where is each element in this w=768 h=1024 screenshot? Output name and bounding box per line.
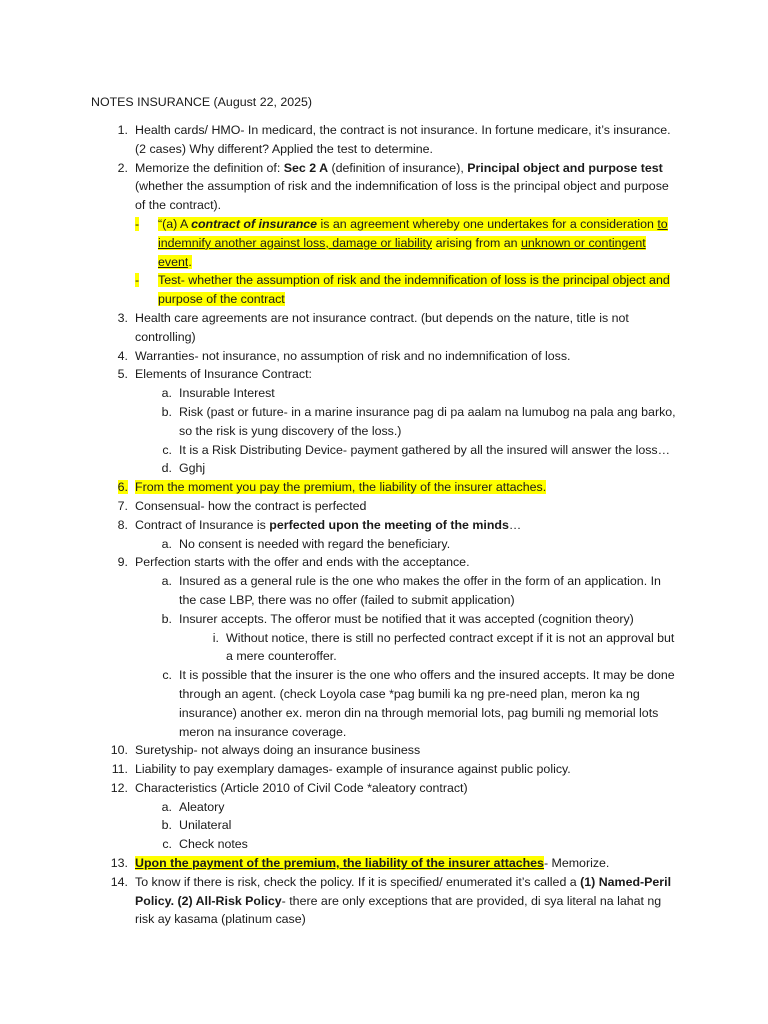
item-number: 6. <box>117 480 128 495</box>
list-item-6 <box>91 478 681 497</box>
item-letter: b. <box>161 404 172 419</box>
highlighted-run: Test- whether the assumption of risk and the indemnification of loss is the principal object and purpose of the contract <box>158 273 670 307</box>
highlighted-run: . <box>188 254 192 269</box>
list-item-10 <box>91 741 681 760</box>
dash-item-test <box>91 271 681 309</box>
highlighted-run: arising from an <box>432 235 521 250</box>
bold-run: Principal object and purpose test <box>467 160 663 175</box>
highlighted-underlined-run: unknown or contingent event <box>158 235 646 269</box>
sub-item-8a <box>91 535 681 554</box>
item-text: Gghj <box>179 461 206 476</box>
sub-item-5a <box>91 384 681 403</box>
list-item-5 <box>91 365 681 384</box>
item-text: Without notice, there is still no perfected contract except if it is not an approval but a mere counteroffer. <box>226 630 675 664</box>
item-text <box>158 271 680 309</box>
text-run: Contract of Insurance is <box>135 517 270 532</box>
sub-item-5c <box>91 441 681 460</box>
item-number: 10. <box>110 743 128 758</box>
bold-run: perfected upon the meeting of the minds <box>269 517 509 532</box>
item-letter: c. <box>162 837 172 852</box>
item-text: Health cards/ HMO- In medicard, the contract is not insurance. In fortune medicare, it’s insurance. (2 cases) Why different? Applied the test to determine. <box>135 123 671 156</box>
bold-run: (1) Named-Peril Policy. (2) All-Risk Policy <box>135 874 672 908</box>
item-text: Check notes <box>179 837 248 852</box>
text-run: - there are only exceptions that are provided, di sya literal na lahat ng risk ay kasama (platinum case) <box>135 893 662 927</box>
item-text: It is a Risk Distributing Device- payment gathered by all the insured will answer the loss… <box>179 442 671 457</box>
item-number: 3. <box>117 310 128 325</box>
item-text <box>135 873 681 929</box>
item-text: Unilateral <box>179 818 232 833</box>
item-text: No consent is needed with regard the beneficiary. <box>179 536 451 551</box>
item-text: Aleatory <box>179 799 225 814</box>
notes-list <box>91 121 681 929</box>
page-title: NOTES INSURANCE (August 22, 2025) <box>91 95 313 109</box>
item-text: Consensual- how the contract is perfected <box>135 498 367 513</box>
text-run: Memorize the definition of: <box>135 160 284 175</box>
sub-item-12a <box>91 798 681 817</box>
item-text: Elements of Insurance Contract: <box>135 367 312 382</box>
item-text: Suretyship- not always doing an insurance business <box>135 743 421 758</box>
item-letter: b. <box>161 611 172 626</box>
sub-item-9a <box>91 572 681 610</box>
highlighted-run: “(a) A <box>158 216 192 231</box>
item-number: 13. <box>110 856 128 871</box>
list-item-12 <box>91 779 681 798</box>
item-number: 4. <box>117 348 128 363</box>
sub-item-9c <box>91 666 681 741</box>
item-number: 11. <box>111 762 128 777</box>
item-letter: a. <box>161 386 172 401</box>
sub-sub-item-9bi <box>91 629 681 667</box>
item-text <box>135 478 681 497</box>
item-number: 9. <box>117 555 128 570</box>
sub-item-5b <box>91 403 681 441</box>
bold-run: Sec 2 A <box>283 160 329 175</box>
list-item-7 <box>91 497 681 516</box>
highlighted-run: is an agreement whereby one undertakes for a consideration <box>317 216 658 231</box>
item-text: Perfection starts with the offer and ends with the acceptance. <box>135 555 470 570</box>
item-text <box>135 854 681 873</box>
dash-item-definition <box>91 215 681 271</box>
list-item-8 <box>91 516 681 535</box>
text-run: To know if there is risk, check the policy. If it is specified/ enumerated it’s called a <box>135 874 581 889</box>
item-letter: b. <box>161 818 172 833</box>
item-letter: a. <box>161 536 172 551</box>
item-text <box>135 516 681 535</box>
item-roman: i. <box>212 630 219 645</box>
list-item-3 <box>91 309 681 347</box>
item-text: Risk (past or future- in a marine insurance pag di pa aalam na lumubog na pala ang barko, so the risk is yung discovery of the loss.) <box>179 404 676 438</box>
sub-item-5d <box>91 459 681 478</box>
item-number: 1. <box>117 123 128 137</box>
item-text: Insured as a general rule is the one who makes the offer in the form of an application. In the case LBP, there was no offer (failed to submit application) <box>179 574 661 607</box>
item-text: Warranties- not insurance, no assumption of risk and no indemnification of loss. <box>135 348 571 363</box>
item-letter: a. <box>161 574 172 589</box>
item-number: 12. <box>110 780 128 795</box>
list-item-13 <box>91 854 681 873</box>
dash-marker: - <box>135 216 140 231</box>
sub-item-12c <box>91 835 681 854</box>
item-letter: d. <box>161 461 172 476</box>
dash-marker: - <box>135 273 140 288</box>
list-item-14 <box>91 873 681 929</box>
text-run: - Memorize. <box>543 856 610 871</box>
text-run: (definition of insurance), <box>328 160 468 175</box>
highlighted-bold-underlined-run: Upon the payment of the premium, the liability of the insurer attaches <box>135 856 544 871</box>
sub-item-12b <box>91 816 681 835</box>
item-text <box>158 215 680 271</box>
highlighted-bold-italic-run: contract of insurance <box>191 216 318 231</box>
item-text: It is possible that the insurer is the one who offers and the insured accepts. It may be done through an agent. (check Loyola case *pag bumili ka ng pre-need plan, meron ka ng insurance) another ex. meron din na through memorial lots, pag bumili ng memorial lots meron na insurance coverage. <box>179 668 675 739</box>
item-letter: a. <box>161 799 172 814</box>
item-text: Insurer accepts. The offeror must be notified that it was accepted (cognition theory) <box>179 611 634 626</box>
item-number: 14. <box>110 874 128 889</box>
item-letter: c. <box>162 668 172 683</box>
item-text: Characteristics (Article 2010 of Civil Code *aleatory contract) <box>135 780 468 795</box>
sub-item-9b <box>91 610 681 629</box>
list-item-9 <box>91 553 681 572</box>
highlighted-run: From the moment you pay the premium, the liability of the insurer attaches. <box>135 480 547 495</box>
item-text: Liability to pay exemplary damages- example of insurance against public policy. <box>135 762 571 777</box>
item-text: Health care agreements are not insurance contract. (but depends on the nature, title is not controlling) <box>135 310 629 344</box>
item-number: 7. <box>117 498 128 513</box>
text-run: (whether the assumption of risk and the indemnification of loss is the principal object and purpose of the contract). <box>135 179 669 213</box>
highlighted-underlined-run: to indemnify another against loss, damage or liability <box>158 216 668 250</box>
item-number: 8. <box>117 517 128 532</box>
item-text <box>135 159 681 215</box>
text-run: … <box>508 517 522 532</box>
list-item-2 <box>91 159 681 215</box>
item-letter: c. <box>162 442 172 457</box>
item-text: Insurable Interest <box>179 386 275 401</box>
list-item-1 <box>91 121 681 159</box>
item-number: 5. <box>117 367 128 382</box>
list-item-11 <box>91 760 681 779</box>
list-item-4 <box>91 347 681 366</box>
item-number: 2. <box>117 160 128 175</box>
